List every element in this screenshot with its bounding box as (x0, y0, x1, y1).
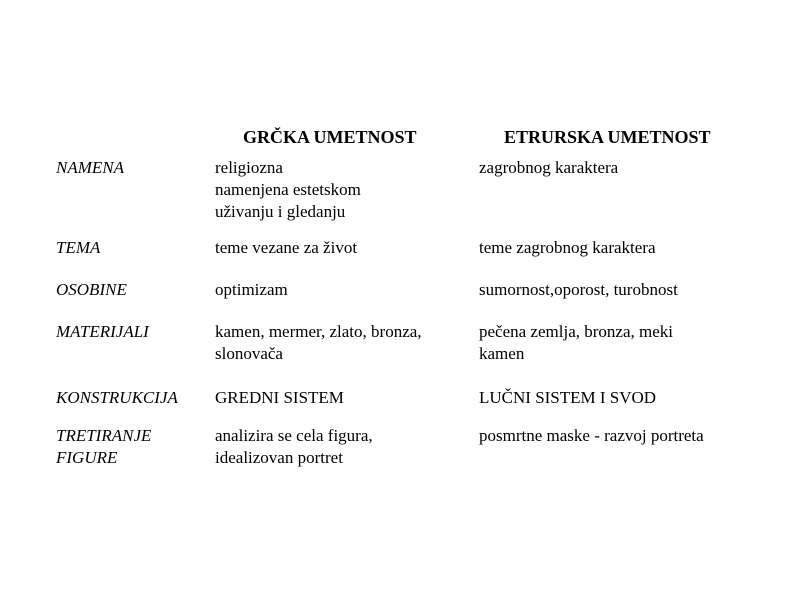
row-label-line: TRETIRANJE (56, 426, 152, 445)
etruscan-cell-line: teme zagrobnog karaktera (479, 238, 656, 257)
greek-cell-line: idealizovan portret (215, 448, 343, 467)
row-label-line: FIGURE (56, 448, 118, 467)
row-label (56, 387, 206, 409)
greek-cell (215, 425, 470, 469)
etruscan-cell-line: LUČNI SISTEM I SVOD (479, 388, 657, 407)
row-label-line: OSOBINE (56, 280, 127, 299)
etruscan-cell-line: sumornost,oporost, turobnost (479, 280, 678, 299)
row-label (56, 425, 206, 469)
row-label-line: KONSTRUKCIJA (56, 388, 178, 407)
etruscan-cell (479, 237, 779, 259)
greek-cell-line: namenjena estetskom (215, 180, 361, 199)
row-label (56, 279, 206, 301)
greek-cell-line: optimizam (215, 280, 288, 299)
greek-cell-line: kamen, mermer, zlato, bronza, (215, 322, 422, 341)
etruscan-cell-line: pečena zemlja, bronza, meki (479, 322, 673, 341)
greek-cell-line: teme vezane za život (215, 238, 358, 257)
row-label (56, 321, 206, 343)
greek-cell-line: analizira se cela figura, (215, 426, 373, 445)
greek-cell (215, 321, 470, 365)
row-label (56, 157, 206, 179)
greek-cell-line: religiozna (215, 158, 283, 177)
greek-cell (215, 279, 470, 301)
greek-cell-line: slonovača (215, 344, 283, 363)
row-label-line: NAMENA (56, 158, 124, 177)
etruscan-cell-line: kamen (479, 344, 525, 363)
greek-cell-line: uživanju i gledanju (215, 202, 346, 221)
greek-cell (215, 157, 470, 223)
row-label-line: MATERIJALI (56, 322, 149, 341)
row-label (56, 237, 206, 259)
etruscan-cell (479, 279, 779, 301)
column-header-greek-art: GRČKA UMETNOST (243, 127, 417, 147)
column-header-etruscan-art: ETRURSKA UMETNOST (504, 127, 711, 147)
greek-cell (215, 387, 470, 409)
etruscan-cell (479, 387, 779, 409)
greek-cell (215, 237, 470, 259)
etruscan-cell (479, 157, 779, 179)
etruscan-cell-line: zagrobnog karaktera (479, 158, 619, 177)
etruscan-cell (479, 425, 779, 447)
row-label-line: TEMA (56, 238, 101, 257)
etruscan-cell-line: posmrtne maske - razvoj portreta (479, 426, 704, 445)
etruscan-cell (479, 321, 779, 365)
greek-cell-line: GREDNI SISTEM (215, 388, 344, 407)
